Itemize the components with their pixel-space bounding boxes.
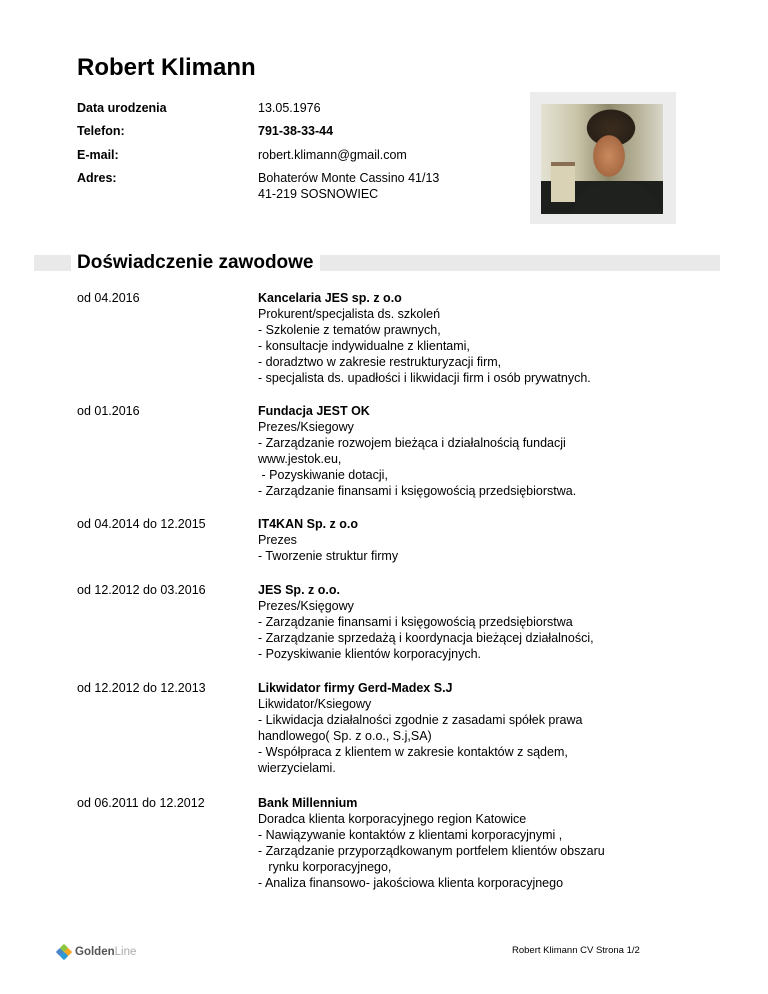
phone-value: 791-38-33-44 bbox=[258, 124, 334, 138]
job-date: od 12.2012 do 12.2013 bbox=[77, 681, 206, 695]
address-value bbox=[258, 170, 439, 202]
job-line: wierzycielami. bbox=[258, 761, 336, 775]
job-body bbox=[258, 680, 718, 776]
job-line: Prokurent/specjalista ds. szkoleń bbox=[258, 307, 441, 321]
job-line: Likwidator/Ksiegowy bbox=[258, 697, 372, 711]
cv-name: Robert Klimann bbox=[77, 54, 256, 81]
job-line: Prezes bbox=[258, 533, 297, 547]
job-line: - Tworzenie struktur firmy bbox=[258, 549, 399, 563]
job-line: - konsultacje indywidualne z klientami, bbox=[258, 339, 470, 353]
job-company: Fundacja JEST OK bbox=[258, 404, 370, 418]
job-line: - Zarządzanie rozwojem bieżąca i działalnością fundacji bbox=[258, 436, 566, 450]
job-line: - Analiza finansowo- jakościowa klienta korporacyjnego bbox=[258, 876, 564, 890]
address-line: 41-219 SOSNOWIEC bbox=[258, 187, 379, 201]
job-line: Prezes/Ksiegowy bbox=[258, 420, 354, 434]
job-company: IT4KAN Sp. z o.o bbox=[258, 517, 358, 531]
job-line: - Zarządzanie finansami i księgowością przedsiębiorstwa bbox=[258, 615, 573, 629]
job-date: od 01.2016 bbox=[77, 404, 140, 418]
job-line: - Zarządzanie sprzedażą i koordynacja bieżącej działalności, bbox=[258, 631, 594, 645]
birth-date-label: Data urodzenia bbox=[77, 101, 167, 115]
address-line: Bohaterów Monte Cassino 41/13 bbox=[258, 171, 440, 185]
job-body bbox=[258, 795, 718, 891]
job-line: - Pozyskiwanie klientów korporacyjnych. bbox=[258, 647, 482, 661]
job-company: JES Sp. z o.o. bbox=[258, 583, 340, 597]
job-line: - Nawiązywanie kontaktów z klientami korporacyjnymi , bbox=[258, 828, 563, 842]
birth-date-value: 13.05.1976 bbox=[258, 101, 321, 115]
job-body bbox=[258, 582, 718, 662]
phone-label: Telefon: bbox=[77, 124, 125, 138]
job-date: od 06.2011 do 12.2012 bbox=[77, 796, 205, 810]
job-line: - Zarządzanie przyporządkowanym portfelem klientów obszaru bbox=[258, 844, 605, 858]
job-date: od 04.2014 do 12.2015 bbox=[77, 517, 206, 531]
job-line: - specjalista ds. upadłości i likwidacji firm i osób prywatnych. bbox=[258, 371, 591, 385]
job-line: - Likwidacja działalności zgodnie z zasadami spółek prawa bbox=[258, 713, 583, 727]
job-date: od 04.2016 bbox=[77, 291, 140, 305]
job-line: Doradca klienta korporacyjnego region Katowice bbox=[258, 812, 527, 826]
job-company: Kancelaria JES sp. z o.o bbox=[258, 291, 402, 305]
job-line: rynku korporacyjnego, bbox=[258, 860, 392, 874]
profile-photo bbox=[541, 104, 663, 214]
job-line: - doradztwo w zakresie restrukturyzacji firm, bbox=[258, 355, 502, 369]
job-company: Bank Millennium bbox=[258, 796, 358, 810]
job-line: - Pozyskiwanie dotacji, bbox=[258, 468, 388, 482]
email-label: E-mail: bbox=[77, 148, 119, 162]
job-line: - Zarządzanie finansami i księgowością przedsiębiorstwa. bbox=[258, 484, 577, 498]
logo-text-golden: Golden bbox=[75, 946, 115, 958]
job-date: od 12.2012 do 03.2016 bbox=[77, 583, 206, 597]
photo-background-building bbox=[551, 162, 575, 202]
job-body bbox=[258, 403, 718, 499]
photo-shoulders bbox=[571, 182, 663, 214]
goldenline-logo bbox=[57, 944, 136, 960]
section-title-experience: Doświadczenie zawodowe bbox=[71, 251, 320, 275]
email-value[interactable]: robert.klimann@gmail.com bbox=[258, 148, 407, 162]
page-footer-label: Robert Klimann CV Strona 1/2 bbox=[512, 945, 640, 956]
job-company: Likwidator firmy Gerd-Madex S.J bbox=[258, 681, 453, 695]
job-line: www.jestok.eu, bbox=[258, 452, 342, 466]
goldenline-logo-icon bbox=[57, 945, 71, 959]
job-line: - Szkolenie z tematów prawnych, bbox=[258, 323, 441, 337]
logo-text-line: Line bbox=[114, 946, 137, 958]
address-label: Adres: bbox=[77, 171, 117, 185]
job-line: Prezes/Księgowy bbox=[258, 599, 354, 613]
job-body bbox=[258, 290, 718, 386]
job-line: handlowego( Sp. z o.o., S.j,SA) bbox=[258, 729, 432, 743]
job-line: - Współpraca z klientem w zakresie kontaktów z sądem, bbox=[258, 745, 568, 759]
job-body bbox=[258, 516, 718, 564]
